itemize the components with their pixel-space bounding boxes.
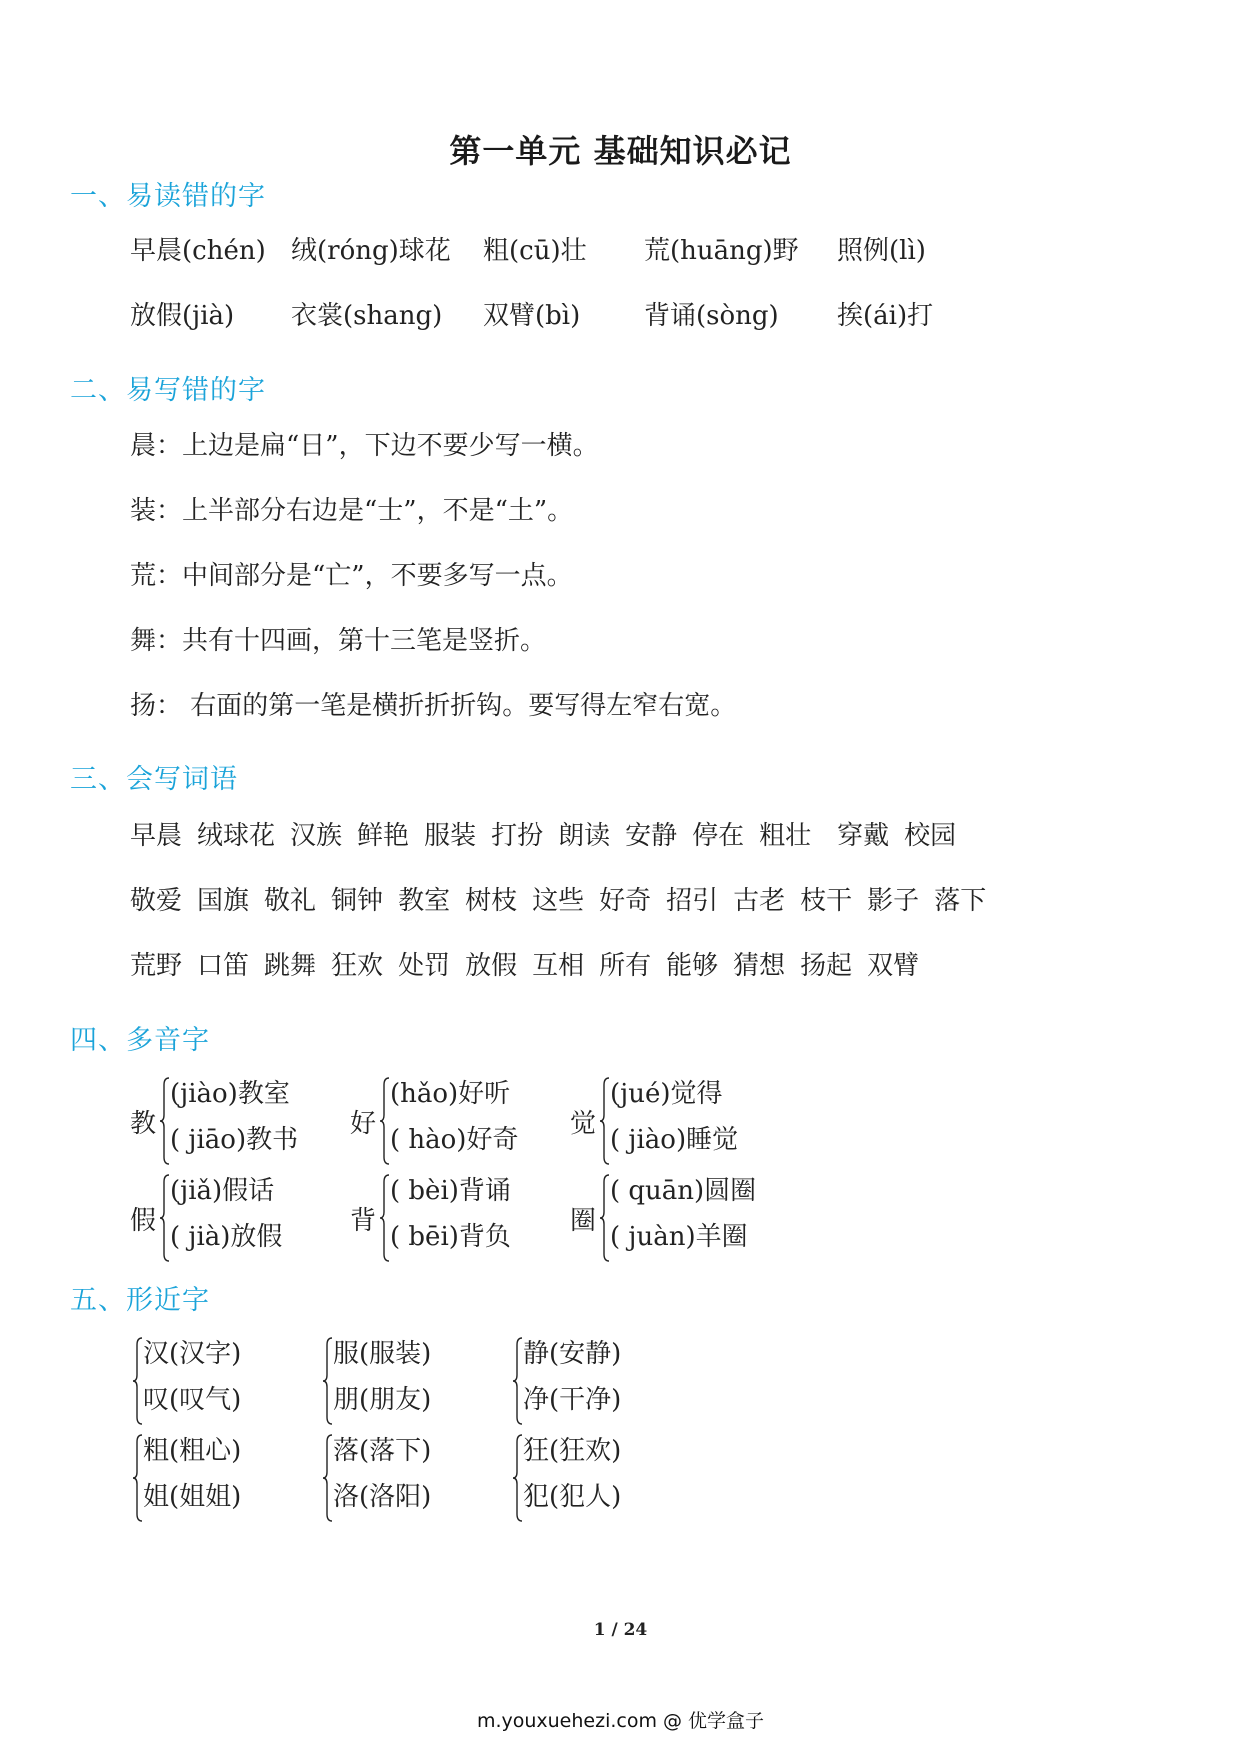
vocab-word: 安静: [625, 821, 678, 851]
vocab-word: 树枝: [465, 886, 518, 916]
polyphone-reading: (jiǎ)假话: [170, 1176, 275, 1206]
brace-icon: [160, 1174, 170, 1262]
vocab-word: 校园: [904, 821, 957, 851]
vocab-word: 国旗: [197, 886, 250, 916]
vocab-word: 枝干: [800, 886, 853, 916]
reading-item: 绒(róng)球花: [291, 236, 451, 266]
reading-item: 双臂(bì): [483, 301, 581, 331]
page-number: 1 / 24: [593, 1620, 648, 1640]
vocab-word: 好奇: [599, 886, 652, 916]
vocab-word: 停在: [692, 821, 745, 851]
vocab-word: 鲜艳: [357, 821, 410, 851]
writing-tip: 装：上半部分右边是“士”，不是“土”。: [130, 496, 574, 526]
reading-item: 粗(cū)壮: [483, 236, 587, 266]
reading-item: 早晨(chén): [130, 236, 266, 266]
writing-tip: 扬： 右面的第一笔是横折折折钩。要写得左窄右宽。: [130, 691, 737, 721]
reading-item: 挨(ái)打: [837, 301, 934, 331]
vocab-word: 粗壮: [759, 821, 812, 851]
vocab-word: 口笛: [197, 951, 250, 981]
reading-item: 衣裳(shang): [291, 301, 443, 331]
brace-icon: [600, 1174, 610, 1262]
vocab-word: 汉族: [290, 821, 343, 851]
vocab-word: 穿戴: [837, 821, 890, 851]
vocab-word: 教室: [398, 886, 451, 916]
vocab-word: 敬爱: [130, 886, 183, 916]
vocab-word: 敬礼: [264, 886, 317, 916]
similar-char: 狂(狂欢): [523, 1436, 622, 1466]
polyphone-reading: ( hào)好奇: [390, 1125, 519, 1155]
vocab-word: 双臂: [867, 951, 920, 981]
vocab-word: 跳舞: [264, 951, 317, 981]
brace-icon: [323, 1434, 333, 1522]
reading-item: 照例(lì): [837, 236, 926, 266]
brace-icon: [380, 1174, 390, 1262]
similar-char: 静(安静): [523, 1339, 622, 1369]
reading-item: 放假(jià): [130, 301, 235, 331]
polyphone-reading: ( bēi)背负: [390, 1222, 511, 1252]
polyphone-reading: (hǎo)好听: [390, 1079, 511, 1109]
polyphone-char: 圈: [570, 1206, 597, 1236]
brace-icon: [133, 1434, 143, 1522]
vocab-word: 互相: [532, 951, 585, 981]
reading-item: 背诵(sòng): [644, 301, 779, 331]
polyphone-char: 教: [130, 1109, 157, 1139]
section-heading-5: 五、形近字: [70, 1285, 210, 1316]
similar-char: 叹(叹气): [143, 1385, 242, 1415]
vocab-word: 朗读: [558, 821, 611, 851]
vocab-word: 这些: [532, 886, 585, 916]
polyphone-char: 觉: [570, 1109, 597, 1139]
section-heading-1: 一、易读错的字: [70, 181, 266, 212]
similar-char: 汉(汉字): [143, 1339, 242, 1369]
brace-icon: [600, 1077, 610, 1165]
polyphone-reading: ( bèi)背诵: [390, 1176, 511, 1206]
brace-icon: [133, 1337, 143, 1425]
polyphone-reading: ( jià)放假: [170, 1222, 283, 1252]
vocab-word: 打扮: [491, 821, 544, 851]
vocab-word: 服装: [424, 821, 477, 851]
similar-char: 粗(粗心): [143, 1436, 242, 1466]
vocab-word: 扬起: [800, 951, 853, 981]
brace-icon: [513, 1434, 523, 1522]
vocab-word: 放假: [465, 951, 518, 981]
vocab-word: 影子: [867, 886, 920, 916]
vocab-word: 所有: [599, 951, 652, 981]
section-heading-3: 三、会写词语: [70, 764, 238, 795]
vocab-row: [130, 880, 1001, 917]
similar-char: 犯(犯人): [523, 1482, 622, 1512]
vocab-word: 铜钟: [331, 886, 384, 916]
section-heading-2: 二、易写错的字: [70, 375, 266, 406]
similar-char: 朋(朋友): [333, 1385, 432, 1415]
polyphone-reading: ( jiāo)教书: [170, 1125, 299, 1155]
brace-icon: [380, 1077, 390, 1165]
polyphone-reading: ( quān)圆圈: [610, 1176, 757, 1206]
vocab-word: 处罚: [398, 951, 451, 981]
writing-tip: 舞：共有十四画，第十三笔是竖折。: [130, 626, 547, 656]
vocab-word: 早晨: [130, 821, 183, 851]
footer-watermark: m.youxuehezi.com @ 优学盒子: [476, 1710, 765, 1732]
writing-tip: 荒：中间部分是“亡”，不要多写一点。: [130, 561, 573, 591]
brace-icon: [323, 1337, 333, 1425]
polyphone-char: 假: [130, 1206, 157, 1236]
polyphone-char: 好: [350, 1109, 377, 1139]
polyphone-char: 背: [350, 1206, 377, 1236]
vocab-word: 古老: [733, 886, 786, 916]
vocab-word: 绒球花: [197, 821, 276, 851]
reading-item: 荒(huāng)野: [644, 236, 799, 266]
polyphone-reading: (jiào)教室: [170, 1079, 290, 1109]
brace-icon: [160, 1077, 170, 1165]
polyphone-reading: ( juàn)羊圈: [610, 1222, 748, 1252]
page-title: 第一单元 基础知识必记: [449, 132, 792, 170]
similar-char: 姐(姐姐): [143, 1482, 242, 1512]
writing-tip: 晨：上边是扁“日”，下边不要少写一横。: [130, 431, 599, 461]
vocab-row: [130, 945, 934, 982]
similar-char: 洛(洛阳): [333, 1482, 432, 1512]
similar-char: 服(服装): [333, 1339, 432, 1369]
similar-char: 落(落下): [333, 1436, 432, 1466]
similar-char: 净(干净): [523, 1385, 622, 1415]
vocab-word: 荒野: [130, 951, 183, 981]
vocab-row: [130, 815, 971, 852]
vocab-word: 招引: [666, 886, 719, 916]
section-heading-4: 四、多音字: [70, 1025, 210, 1056]
brace-icon: [513, 1337, 523, 1425]
polyphone-reading: (jué)觉得: [610, 1079, 723, 1109]
polyphone-reading: ( jiào)睡觉: [610, 1125, 739, 1155]
vocab-word: 能够: [666, 951, 719, 981]
vocab-word: 狂欢: [331, 951, 384, 981]
vocab-word: 落下: [934, 886, 987, 916]
vocab-word: 猜想: [733, 951, 786, 981]
